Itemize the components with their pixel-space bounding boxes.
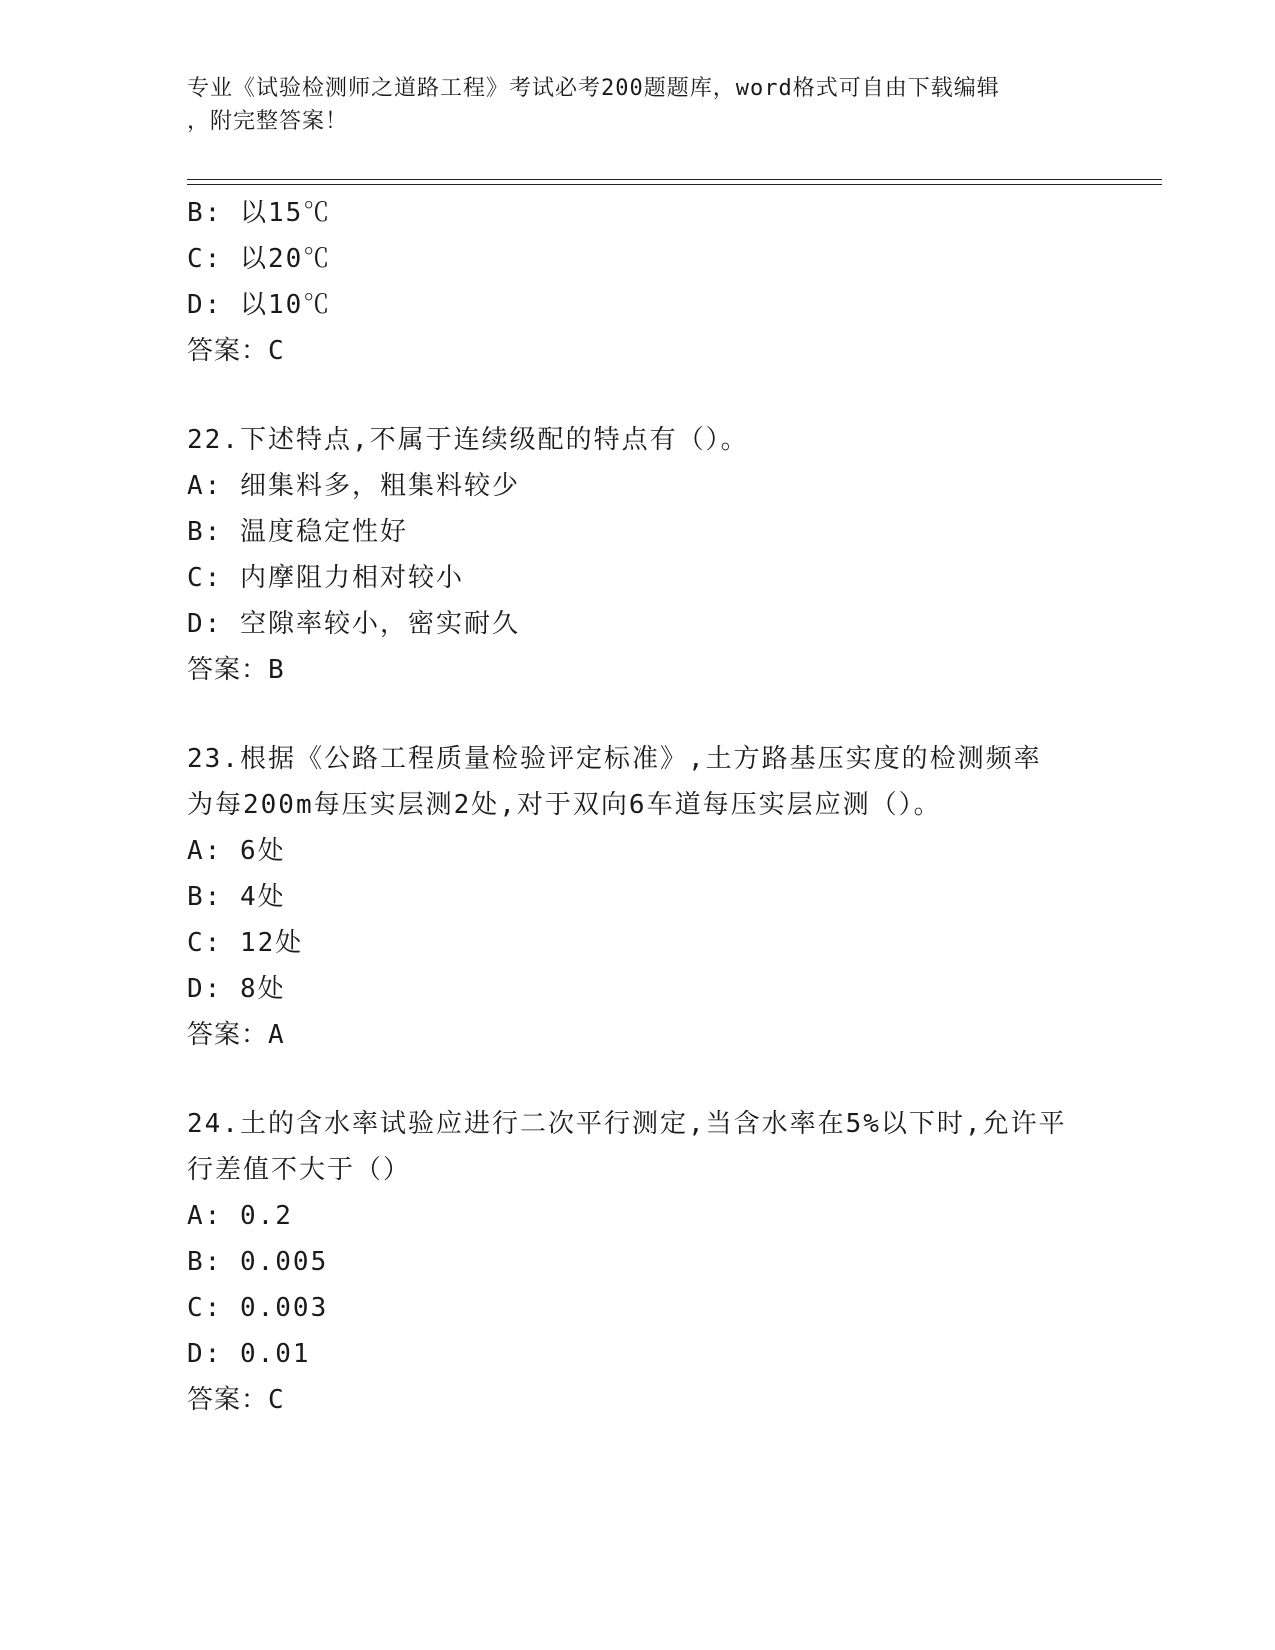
- option-a: A: 0.2: [187, 1201, 293, 1231]
- header-line-1: 专业《试验检测师之道路工程》考试必考200题题库，word格式可自由下载编辑: [187, 76, 1000, 101]
- header-line-2: ，附完整答案！: [187, 109, 349, 134]
- question-stem-continued: 行差值不大于（）: [187, 1155, 412, 1185]
- option-c: C: 12处: [187, 928, 304, 958]
- header-divider-top: [187, 179, 1162, 180]
- option-c: C: 以20℃: [187, 244, 332, 274]
- option-b: B: 0.005: [187, 1247, 329, 1277]
- question-23: [187, 736, 1147, 1058]
- question-stem-continued: 为每200m每压实层测2处,对于双向6车道每压实层应测（）。: [187, 790, 942, 820]
- question-22: [187, 417, 1147, 693]
- question-list: [187, 190, 1147, 1423]
- option-b: B: 4处: [187, 882, 286, 912]
- option-d: D: 空隙率较小，密实耐久: [187, 609, 520, 639]
- option-b: B: 以15℃: [187, 198, 332, 228]
- option-a: A: 6处: [187, 836, 286, 866]
- option-d: D: 8处: [187, 974, 286, 1004]
- question-24: [187, 1101, 1147, 1423]
- option-d: D: 以10℃: [187, 290, 332, 320]
- answer: 答案：C: [187, 1385, 285, 1415]
- option-d: D: 0.01: [187, 1339, 311, 1369]
- answer: 答案：B: [187, 655, 285, 685]
- document-header: [187, 72, 1087, 138]
- question-21-tail: [187, 190, 1147, 374]
- answer: 答案：A: [187, 1020, 285, 1050]
- question-stem: 23.根据《公路工程质量检验评定标准》,土方路基压实度的检测频率: [187, 744, 1042, 774]
- header-divider-bottom: [187, 184, 1162, 185]
- option-b: B: 温度稳定性好: [187, 517, 408, 547]
- answer: 答案：C: [187, 336, 285, 366]
- option-c: C: 内摩阻力相对较小: [187, 563, 464, 593]
- question-stem: 22.下述特点,不属于连续级配的特点有（）。: [187, 425, 749, 455]
- question-stem: 24.土的含水率试验应进行二次平行测定,当含水率在5%以下时,允许平: [187, 1109, 1067, 1139]
- option-a: A: 细集料多，粗集料较少: [187, 471, 520, 501]
- option-c: C: 0.003: [187, 1293, 329, 1323]
